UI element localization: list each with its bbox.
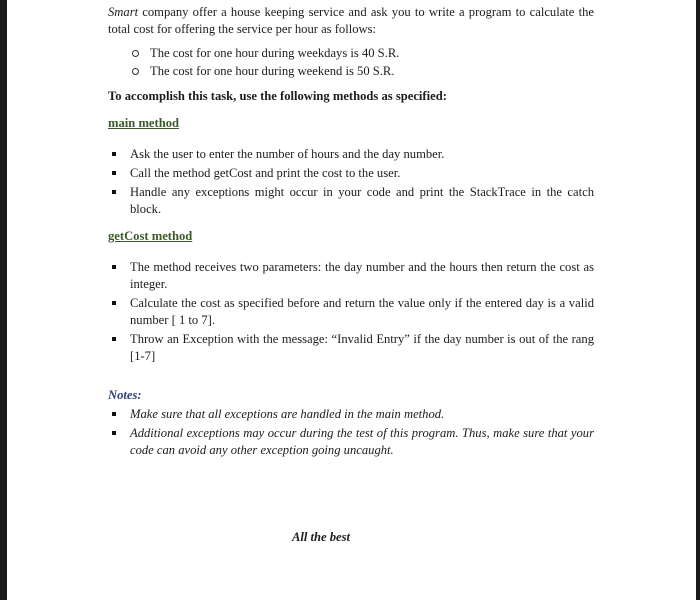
main-method-title: main method bbox=[108, 116, 180, 130]
closing-text: All the best bbox=[291, 530, 351, 544]
list-item-weekend-cost: The cost for one hour during weekend is 50 S.R. bbox=[132, 62, 594, 80]
list-item: Handle any exceptions might occur in your code and print the StackTrace in the catch block. bbox=[112, 184, 594, 218]
notes-list bbox=[108, 406, 594, 459]
list-item: The method receives two parameters: the day number and the hours then return the cost as integer. bbox=[112, 259, 594, 293]
list-item: Additional exceptions may occur during the test of this program. Thus, make sure that your code can avoid any other exception going uncaught. bbox=[112, 425, 594, 459]
task-heading: To accomplish this task, use the following methods as specified: bbox=[108, 89, 447, 103]
list-item: Make sure that all exceptions are handled in the main method. bbox=[112, 406, 594, 423]
right-window-edge bbox=[696, 0, 700, 600]
intro-text: company offer a house keeping service and ask you to write a program to calculate the total cost for offering the service per hour as follows: bbox=[108, 5, 594, 36]
document-page bbox=[108, 4, 594, 546]
getcost-method-title: getCost method bbox=[108, 229, 193, 243]
list-item: Calculate the cost as specified before and return the value only if the entered day is a valid number [ 1 to 7]. bbox=[112, 295, 594, 329]
list-item: Ask the user to enter the number of hours and the day number. bbox=[112, 146, 594, 163]
intro-paragraph bbox=[108, 4, 594, 38]
list-item: Throw an Exception with the message: “Invalid Entry” if the day number is out of the rang [1-7] bbox=[112, 331, 594, 365]
main-method-section bbox=[108, 105, 594, 218]
list-item-weekday-cost: The cost for one hour during weekdays is 40 S.R. bbox=[132, 44, 594, 62]
getcost-method-section bbox=[108, 220, 594, 365]
list-item: Call the method getCost and print the cost to the user. bbox=[112, 165, 594, 182]
company-name: Smart bbox=[108, 5, 139, 19]
getcost-method-list bbox=[108, 259, 594, 365]
main-method-list bbox=[108, 146, 594, 218]
left-window-edge bbox=[0, 0, 7, 600]
notes-title: Notes: bbox=[108, 388, 142, 402]
cost-list bbox=[108, 44, 594, 80]
